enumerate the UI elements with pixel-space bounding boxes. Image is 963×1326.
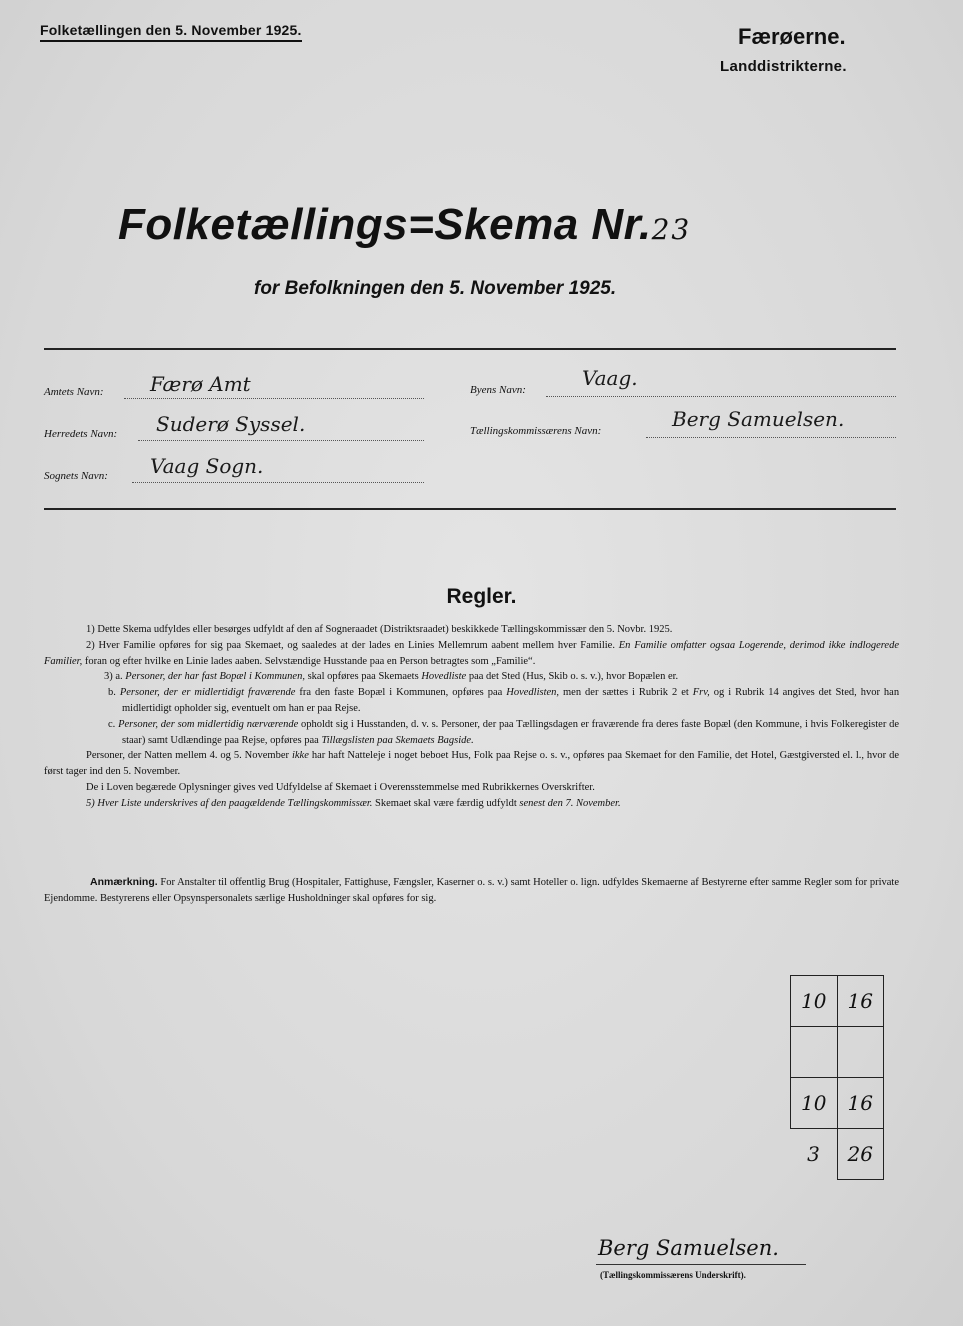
form-subtitle: for Befolkningen den 5. November 1925.: [254, 278, 617, 299]
rule-2-text: 2) Hver Familie opføres for sig paa Skemaet, og saaledes at der lades en Linies Mellemrum aabent mellem hver Familie.: [86, 639, 615, 651]
rule-4-ikke: ikke: [291, 750, 309, 762]
census-date-label: Folketællingen den 5. November 1925.: [40, 22, 302, 42]
rule-3b-num: b.: [108, 687, 116, 699]
tally-cell: [837, 1027, 884, 1078]
tally-cell: 16: [837, 1078, 884, 1129]
form-title-text: Folketællings=Skema Nr.: [118, 200, 652, 249]
form-number: 23: [651, 213, 692, 246]
region-name: Færøerne.: [738, 24, 846, 49]
tally-row: [791, 1027, 884, 1078]
rules-list: [44, 622, 899, 812]
rule-3a-rest: paa det Sted (Hus, Skib o. s. v.), hvor Bopælen er.: [468, 671, 679, 683]
rule-4-text: Personer, der Natten mellem 4. og 5. November: [86, 750, 289, 762]
amt-line: [124, 398, 424, 399]
rule-3a-hovedliste: Hovedliste: [421, 671, 467, 683]
rule-5: De i Loven begærede Oplysninger gives ved Udfyldelse af Skemaet i Overensstemmelse med Rubrikkernes Overskrifter.: [86, 781, 595, 793]
herred-value: Suderø Syssel.: [156, 412, 306, 436]
rule-3a: [44, 669, 899, 685]
tally-table: [790, 975, 884, 1180]
bottom-divider: [44, 508, 896, 510]
herred-line: [138, 440, 424, 441]
rule-3b-frv: Frv,: [692, 687, 710, 699]
tally-cell: 10: [791, 1078, 838, 1129]
rule-3c-tillaeg: Tillægslisten paa Skemaets Bagside.: [321, 734, 474, 746]
rule-6: [44, 796, 899, 812]
tally-cell: 26: [837, 1129, 884, 1180]
rule-3a-italic: Personer, der har fast Bopæl i Kommunen,: [125, 671, 305, 683]
tally-cell: 16: [837, 976, 884, 1027]
signature: Berg Samuelsen.: [598, 1236, 779, 1260]
by-value: Vaag.: [582, 366, 638, 390]
rule-4-rest: har haft Natteleje i noget beboet Hus, Folk paa Rejse o. s. v., opføres paa Skemaet for den Familie, det Hotel, Gæstgiversted el. l., hvor de først tager ind den 5. November.: [44, 750, 900, 778]
note: [44, 874, 899, 907]
form-title: [118, 200, 691, 250]
tally-box: [790, 975, 884, 1180]
rule-1: 1) Dette Skema udfyldes eller besørges udfyldt af den af Sogneraadet (Distriktsraadet) beskikkede Tællingskommissær den 5. Novbr. 1925.: [86, 624, 673, 635]
note-label: Anmærkning.: [90, 876, 158, 888]
signature-caption: (Tællingskommissærens Underskrift).: [600, 1270, 746, 1280]
sogn-value: Vaag Sogn.: [150, 454, 264, 478]
tally-row: [791, 1078, 884, 1129]
rule-3a-text: skal opføres paa Skemaets: [307, 671, 419, 683]
amt-value: Færø Amt: [150, 372, 251, 396]
herred-label: Herredets Navn:: [44, 428, 118, 440]
rule-3c: [44, 717, 899, 749]
kommissaer-value: Berg Samuelsen.: [672, 407, 845, 431]
tally-cell: 10: [791, 976, 838, 1027]
kommissaer-label: Tællingskommissærens Navn:: [470, 425, 602, 437]
rule-3b-text: fra den faste Bopæl i Kommunen, opføres paa: [299, 687, 503, 699]
rule-6-italic: 5) Hver Liste underskrives af den paagældende Tællingskommissær.: [86, 797, 373, 809]
by-label: Byens Navn:: [470, 384, 526, 396]
rule-3c-italic: Personer, der som midlertidig nærværende: [118, 718, 299, 730]
rule-3c-num: c.: [108, 718, 116, 730]
rule-3b-text2: men der sættes i Rubrik 2 et: [563, 687, 689, 699]
rule-3b-hovedlisten: Hovedlisten,: [506, 687, 560, 699]
tally-row: [791, 1129, 884, 1180]
rule-4: [44, 748, 899, 780]
signature-line: [596, 1264, 806, 1265]
rule-2-rest: foran og efter hvilke en Linie lades aaben. Selvstændige Husstande paa en Person betragtes som „Familie“.: [84, 655, 536, 667]
tally-cell: 3: [807, 1142, 820, 1167]
top-divider: [44, 348, 896, 350]
by-line: [546, 396, 896, 397]
rule-2-italic: En Familie omfatter ogsaa Logerende, derimod ikke indlogerede Familier,: [44, 639, 900, 667]
district-type: Landdistrikterne.: [720, 58, 847, 75]
note-text: For Anstalter til offentlig Brug (Hospitaler, Fattighuse, Fængsler, Kaserner o. s. v.) samt Hoteller o. lign. udfyldes Skemaerne af Bestyrerne efter samme Regler som for private Ejendomme. Bestyrerens eller Opsynspersonalets særlige Husholdninger skal opføres for sig.: [44, 877, 899, 904]
tally-cell: [791, 1027, 838, 1078]
sogn-label: Sognets Navn:: [44, 470, 108, 482]
rule-3a-num: 3) a.: [104, 671, 123, 683]
rule-3b-rest: og i Rubrik 14 angives det Sted, hvor han midlertidigt opholder sig, eventuelt om han er paa Rejse.: [122, 687, 900, 714]
rule-6-text: Skemaet skal være færdig udfyldt: [375, 797, 517, 809]
rules-heading: Regler.: [446, 585, 517, 608]
rule-3b: [44, 685, 899, 717]
rule-3c-text: opholdt sig i Husstanden, d. v. s. Personer, der paa Tællingsdagen er fraværende fra deres faste Bopæl (den Kommune, i hvis Folkeregister de staar) samt Udlændinge paa Rejse, opføres paa: [122, 718, 900, 746]
kommissaer-line: [646, 437, 896, 438]
sogn-line: [132, 482, 424, 483]
tally-row: [791, 976, 884, 1027]
rule-3b-italic: Personer, der er midlertidigt fraværende: [119, 687, 296, 699]
rule-6-deadline: senest den 7. November.: [519, 797, 621, 809]
amt-label: Amtets Navn:: [44, 386, 104, 398]
rule-2: [44, 638, 899, 670]
